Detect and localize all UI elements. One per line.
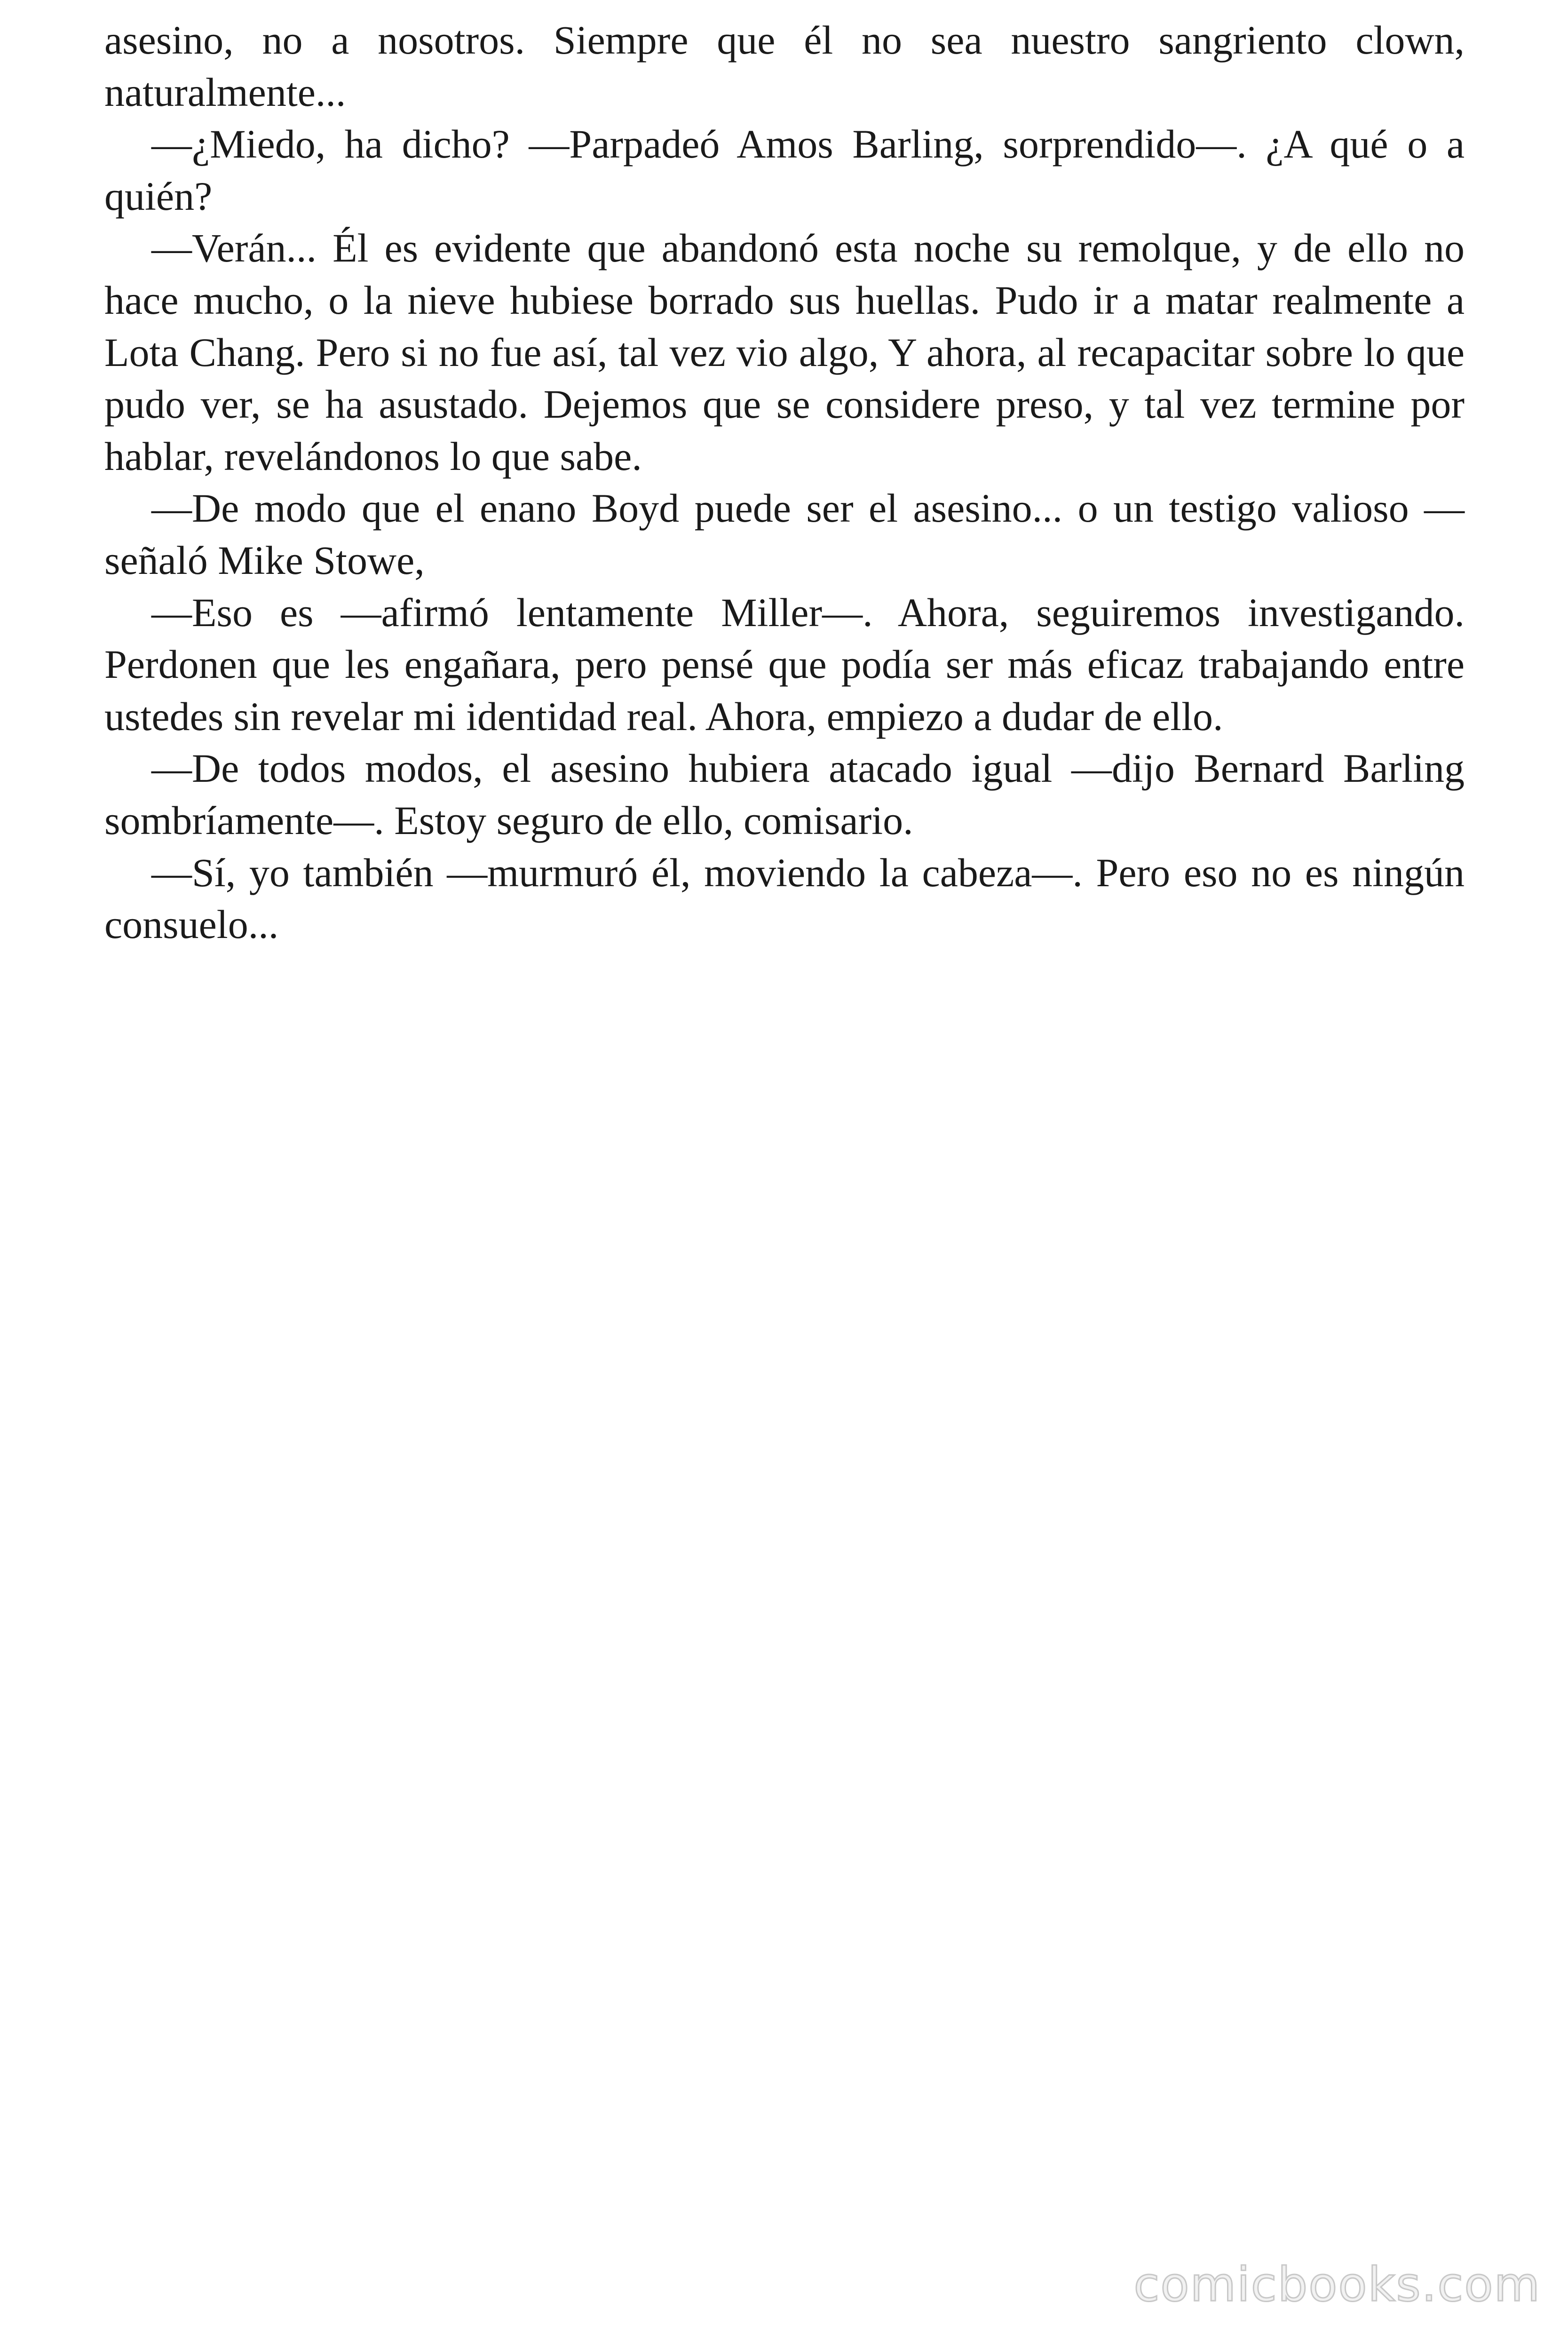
paragraph-2: —¿Miedo, ha dicho? —Parpadeó Amos Barling, sorprendido—. ¿A qué o a quién? — [104, 121, 1465, 219]
paragraph-6: —De todos modos, el asesino hubiera atacado igual —dijo Bernard Barling sombríamente—. Estoy seguro de ello, comisario. — [104, 746, 1465, 843]
document-body — [104, 14, 1465, 951]
paragraph-7: —Sí, yo también —murmuró él, moviendo la cabeza—. Pero eso no es ningún consuelo... — [104, 850, 1465, 947]
paragraph-3: —Verán... Él es evidente que abandonó esta noche su remolque, y de ello no hace mucho, o la nieve hubiese borrado sus huellas. Pudo ir a matar realmente a Lota Chang. Pero si no fue así, tal vez vio algo, Y ahora, al recapacitar sobre lo que pudo ver, se ha asustado. Dejemos que se considere preso, y tal vez termine por hablar, revelándonos lo que sabe. — [104, 225, 1465, 479]
paragraph-4: —De modo que el enano Boyd puede ser el asesino... o un testigo valioso —señaló Mike Stowe, — [104, 485, 1465, 583]
paragraph-1: asesino, no a nosotros. Siempre que él no sea nuestro sangriento clown, naturalmente... — [104, 17, 1465, 115]
watermark-logo: comicbooks.com — [1133, 2257, 1541, 2312]
paragraph-5: —Eso es —afirmó lentamente Miller—. Ahora, seguiremos investigando. Perdonen que les engañara, pero pensé que podía ser más eficaz trabajando entre ustedes sin revelar mi identidad real. Ahora, empiezo a dudar de ello. — [104, 589, 1465, 739]
